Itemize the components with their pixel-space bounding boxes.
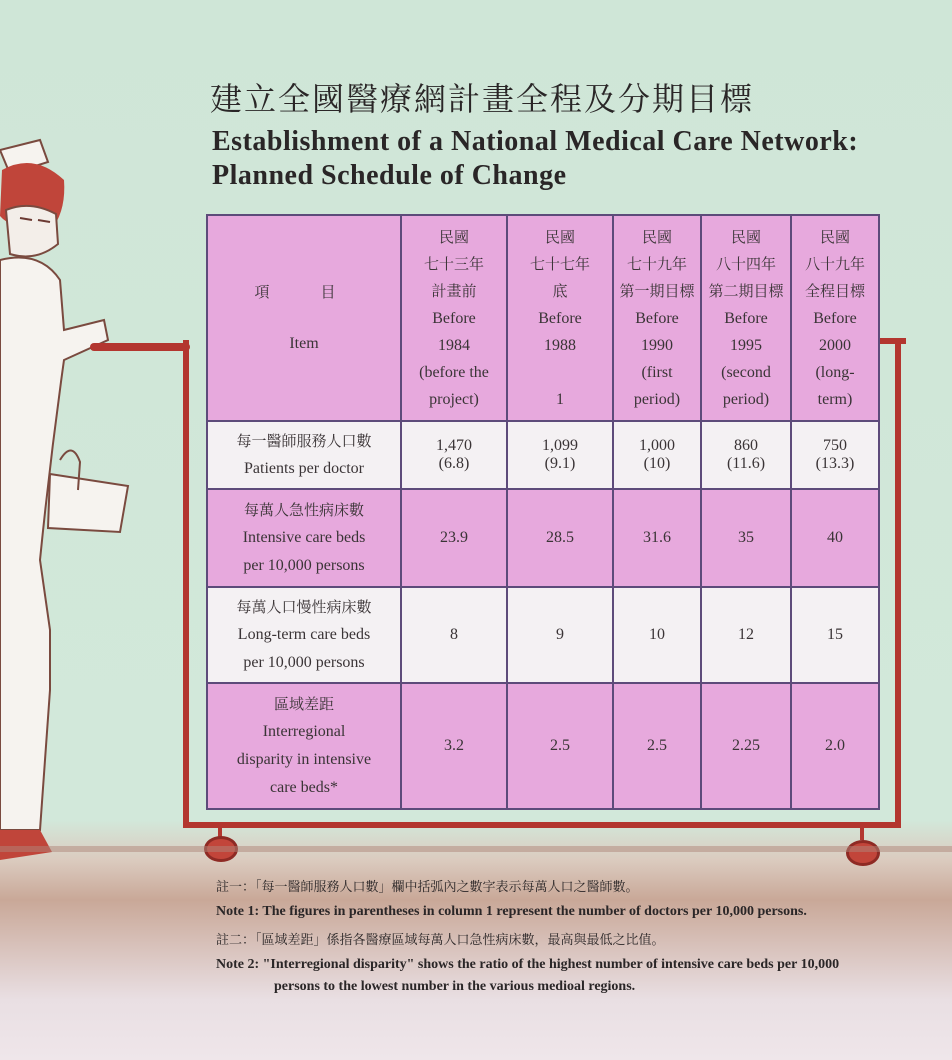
wheel-stem-right (860, 826, 864, 840)
col-header-zh3: 計畫前 (431, 281, 477, 300)
cell-value: 3.2 (444, 737, 464, 754)
page-title-chinese: 建立全國醫療網計畫全程及分期目標 (210, 80, 755, 118)
note-1-english: Note 1: The figures in parentheses in column 1 represent the number of doctors per 10,000 persons. (216, 904, 807, 919)
page-title-english: Establishment of a National Medical Care Network: Planned Schedule of Change (212, 126, 859, 191)
col-header-en2: 1988 (544, 336, 576, 354)
cell-value: 1,099 (542, 437, 578, 454)
row-label-en: per 10,000 persons (243, 557, 365, 574)
row-label-zh: 區域差距 (273, 695, 334, 713)
table-cell (507, 489, 613, 587)
table-cell (791, 489, 879, 587)
table-cell (507, 683, 613, 809)
table-row (207, 489, 879, 587)
col-header-en2: 2000 (819, 336, 851, 354)
table-row (207, 587, 879, 683)
cell-value: 28.5 (546, 529, 574, 546)
col-header-zh2: 七十七年 (529, 254, 590, 273)
cell-value: 40 (827, 529, 843, 546)
column-header (613, 215, 701, 421)
col-header-en4: period) (633, 390, 681, 408)
floor-line (0, 846, 952, 852)
row-label-en: disparity in intensive (236, 751, 372, 768)
col-header-en2: 1995 (730, 336, 762, 354)
cell-value: 2.25 (732, 737, 760, 754)
column-header (791, 215, 879, 421)
cell-subvalue: (11.6) (726, 455, 766, 472)
table-cell (507, 587, 613, 683)
table-cell (613, 683, 701, 809)
table-cell (401, 421, 507, 489)
row-label-zh: 每一醫師服務人口數 (236, 432, 372, 450)
row-label-en: Long-term care beds (237, 626, 371, 643)
cell-subvalue: (10) (643, 455, 671, 472)
cell-value: 9 (556, 626, 564, 643)
col-header-en4: project) (429, 390, 479, 408)
row-label-en: Intensive care beds (242, 529, 366, 546)
col-header-zh1: 民國 (438, 227, 469, 246)
note-2-english: Note 2: "Interregional disparity" shows the ratio of the highest number of intensive care beds per 10,000 persons to the lowest number in the various medioal regions. (216, 957, 840, 994)
col-header-zh2: 八十四年 (715, 254, 776, 273)
col-header-zh3: 全程目標 (804, 281, 865, 300)
row-label-en: Patients per doctor (244, 460, 364, 477)
item-header-en: Item (289, 335, 319, 352)
note-1-chinese: 註一：「每一醫師服務人口數」欄中括弧內之數字表示每萬人口之醫師數。 (216, 880, 639, 895)
table-cell (401, 683, 507, 809)
col-header-zh2: 七十九年 (626, 254, 687, 273)
col-header-en4: period) (722, 390, 770, 408)
row-label-zh: 每萬人急性病床數 (243, 501, 364, 519)
table-cell (401, 587, 507, 683)
table-cell (613, 421, 701, 489)
table-cell (791, 421, 879, 489)
cart-wheel-right (846, 840, 880, 866)
cell-subvalue: (13.3) (815, 455, 855, 472)
cell-value: 8 (450, 626, 458, 643)
cell-value: 35 (738, 529, 754, 546)
nurse-illustration (0, 130, 140, 870)
note-2-chinese: 註二：「區域差距」係指各醫療區域每萬人口急性病床數，最高與最低之比值。 (216, 933, 665, 948)
col-header-zh2: 八十九年 (804, 254, 865, 273)
col-header-en3: (second (721, 363, 771, 381)
col-header-en3: (first (641, 363, 673, 381)
table-cell (701, 587, 791, 683)
cell-value: 2.5 (550, 737, 570, 754)
item-header-cell (207, 215, 401, 421)
cart-handle (90, 343, 190, 351)
col-header-en3 (508, 359, 612, 386)
cell-value: 1,470 (436, 437, 472, 454)
cell-value: 10 (649, 626, 665, 643)
col-header-en2: 1990 (641, 336, 673, 354)
cell-subvalue: (9.1) (544, 455, 576, 472)
row-label (207, 489, 401, 587)
col-header-zh1: 民國 (544, 227, 575, 246)
cell-value: 12 (738, 626, 754, 643)
cell-value: 2.5 (647, 737, 667, 754)
col-header-en4: term) (817, 390, 853, 408)
cell-value: 15 (827, 626, 843, 643)
col-header-en1: Before (432, 309, 476, 327)
col-header-zh2: 七十三年 (423, 254, 484, 273)
cell-value: 1,000 (639, 437, 675, 454)
col-header-en4: 1 (556, 390, 564, 408)
table-cell (701, 683, 791, 809)
column-header (701, 215, 791, 421)
column-header (507, 215, 613, 421)
col-header-zh1: 民國 (641, 227, 672, 246)
table-cell (613, 587, 701, 683)
table-cell (701, 489, 791, 587)
row-label-en: care beds* (270, 779, 338, 796)
table-row (207, 421, 879, 489)
cell-value: 860 (734, 437, 758, 454)
col-header-zh1: 民國 (819, 227, 850, 246)
col-header-zh3: 底 (552, 281, 568, 300)
col-header-en2: 1984 (438, 336, 470, 354)
schedule-table (206, 214, 880, 810)
table-header-row (207, 215, 879, 421)
cart-frame-corner (878, 338, 906, 344)
table-cell (791, 683, 879, 809)
footnotes (216, 876, 876, 1004)
row-label-en: Interregional (262, 723, 346, 740)
col-header-en1: Before (538, 309, 582, 327)
col-header-en1: Before (724, 309, 768, 327)
col-header-en1: Before (813, 309, 857, 327)
row-label (207, 587, 401, 683)
table-cell (507, 421, 613, 489)
row-label-en: per 10,000 persons (243, 654, 365, 671)
table-cell (401, 489, 507, 587)
cell-value: 23.9 (440, 529, 468, 546)
table-cell (791, 587, 879, 683)
row-label (207, 421, 401, 489)
item-header-zh: 項 目 (254, 283, 354, 301)
cell-subvalue: (6.8) (438, 455, 470, 472)
col-header-en1: Before (635, 309, 679, 327)
row-label-zh: 每萬人口慢性病床數 (236, 598, 372, 616)
col-header-en3: (long- (815, 363, 855, 381)
row-label (207, 683, 401, 809)
table-cell (701, 421, 791, 489)
col-header-zh1: 民國 (730, 227, 761, 246)
cell-value: 2.0 (825, 737, 845, 754)
col-header-zh3: 第二期目標 (708, 281, 784, 300)
table-row (207, 683, 879, 809)
cell-value: 31.6 (643, 529, 671, 546)
column-header (401, 215, 507, 421)
col-header-en3: (before the (419, 363, 489, 381)
table-cell (613, 489, 701, 587)
cell-value: 750 (823, 437, 847, 454)
col-header-zh3: 第一期目標 (619, 281, 695, 300)
